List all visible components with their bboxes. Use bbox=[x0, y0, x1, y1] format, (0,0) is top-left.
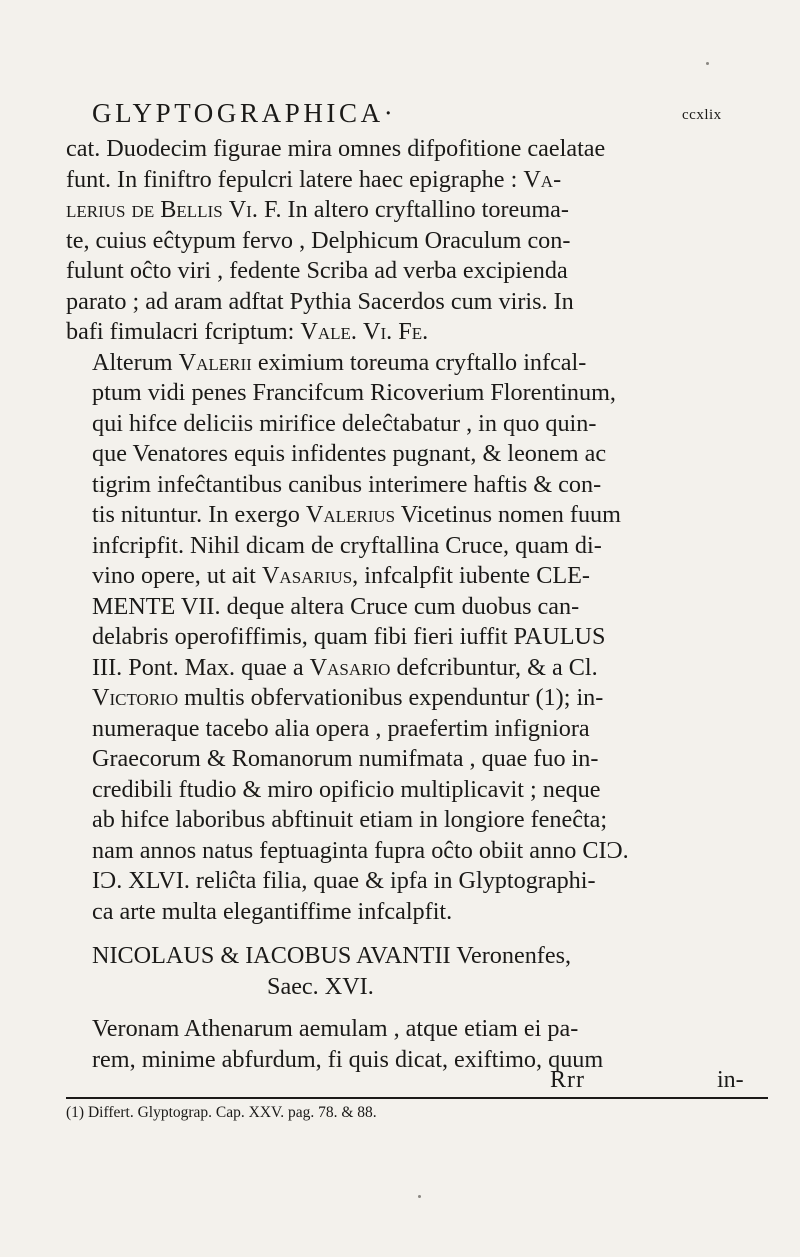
paragraph-2 bbox=[66, 348, 768, 928]
paragraph-3 bbox=[66, 1014, 768, 1075]
text-line: ab hifce laboribus abftinuit etiam in longiore feneĉta; bbox=[92, 806, 608, 833]
text-line: III. Pont. Max. quae a Vasario defcribuntur, & a Cl. bbox=[92, 653, 598, 681]
text-line: MENTE VII. deque altera Cruce cum duobus can- bbox=[92, 592, 580, 620]
running-title: GLYPTOGRAPHICA· bbox=[92, 98, 397, 128]
footnote: (1) Differt. Glyptograp. Cap. XXV. pag. 78. & 88. bbox=[66, 1104, 377, 1121]
text-line: ptum vidi penes Francifcum Ricoverium Florentinum, bbox=[92, 379, 616, 406]
section-heading bbox=[66, 927, 768, 1014]
text-line: IƆ. XLVI. reliĉta filia, quae & ipfa in Glyptographi- bbox=[92, 867, 596, 894]
text-line: tigrim infeĉtantibus canibus interimere haftis & con- bbox=[92, 470, 602, 498]
running-head bbox=[92, 98, 772, 132]
text-line: ca arte multa elegantiffime infcalpfit. bbox=[92, 897, 453, 925]
section-heading-title: NICOLAUS & IACOBUS AVANTII Veronenfes, bbox=[92, 942, 572, 969]
text-line: funt. In finiftro fepulcri latere haec epigraphe : Va- bbox=[66, 165, 562, 193]
text-line: Veronam Athenarum aemulam , atque etiam ei pa- bbox=[92, 1015, 579, 1042]
paper-speck bbox=[706, 62, 709, 65]
text-line: nam annos natus feptuaginta fupra oĉto obiit anno CIƆ. bbox=[92, 836, 629, 864]
text-line: bafi fimulacri fcriptum: Vale. Vi. Fe. bbox=[66, 318, 429, 345]
text-line: Graecorum & Romanorum numifmata , quae fuo in- bbox=[92, 745, 599, 772]
text-line: Victorio multis obfervationibus expenduntur (1); in- bbox=[92, 684, 604, 711]
text-line: qui hifce deliciis mirifice deleĉtabatur , in quo quin- bbox=[92, 409, 597, 437]
text-line: delabris operofiffimis, quam fibi fieri iuffit PAULUS bbox=[92, 623, 606, 650]
text-line: numeraque tacebo alia opera , praefertim infigniora bbox=[92, 714, 590, 742]
section-heading-century: Saec. XVI. bbox=[267, 973, 374, 1000]
paper-speck bbox=[418, 1195, 421, 1198]
footnote-rule bbox=[66, 1097, 768, 1099]
text-line: parato ; ad aram adftat Pythia Sacerdos cum viris. In bbox=[66, 287, 574, 315]
text-line: tis nituntur. In exergo Valerius Vicetinus nomen fuum bbox=[92, 501, 621, 528]
page-number: ccxlix bbox=[682, 107, 722, 123]
text-line: rem, minime abfurdum, fi quis dicat, exiftimo, quum bbox=[92, 1045, 604, 1073]
text-line: fulunt oĉto viri , fedente Scriba ad verba excipienda bbox=[66, 257, 568, 284]
text-line: Alterum Valerii eximium toreuma cryftallo infcal- bbox=[92, 348, 587, 376]
paragraph-1 bbox=[66, 134, 768, 348]
text-line: lerius de Bellis Vi. F. In altero cryftallino toreuma- bbox=[66, 196, 569, 223]
text-line: cat. Duodecim figurae mira omnes difpofitione caelatae bbox=[66, 135, 606, 162]
text-line: que Venatores equis infidentes pugnant, & leonem ac bbox=[92, 440, 607, 467]
text-line: vino opere, ut ait Vasarius, infcalpfit iubente CLE- bbox=[92, 562, 590, 589]
catchword: in- bbox=[717, 1067, 744, 1093]
text-line: te, cuius eĉtypum fervo , Delphicum Oraculum con- bbox=[66, 226, 571, 254]
text-line: infcripfit. Nihil dicam de cryftallina Cruce, quam di- bbox=[92, 531, 602, 559]
text-line: credibili ftudio & miro opificio multiplicavit ; neque bbox=[92, 775, 601, 803]
body-text bbox=[66, 134, 768, 1075]
signature-mark: Rrr bbox=[550, 1067, 585, 1093]
